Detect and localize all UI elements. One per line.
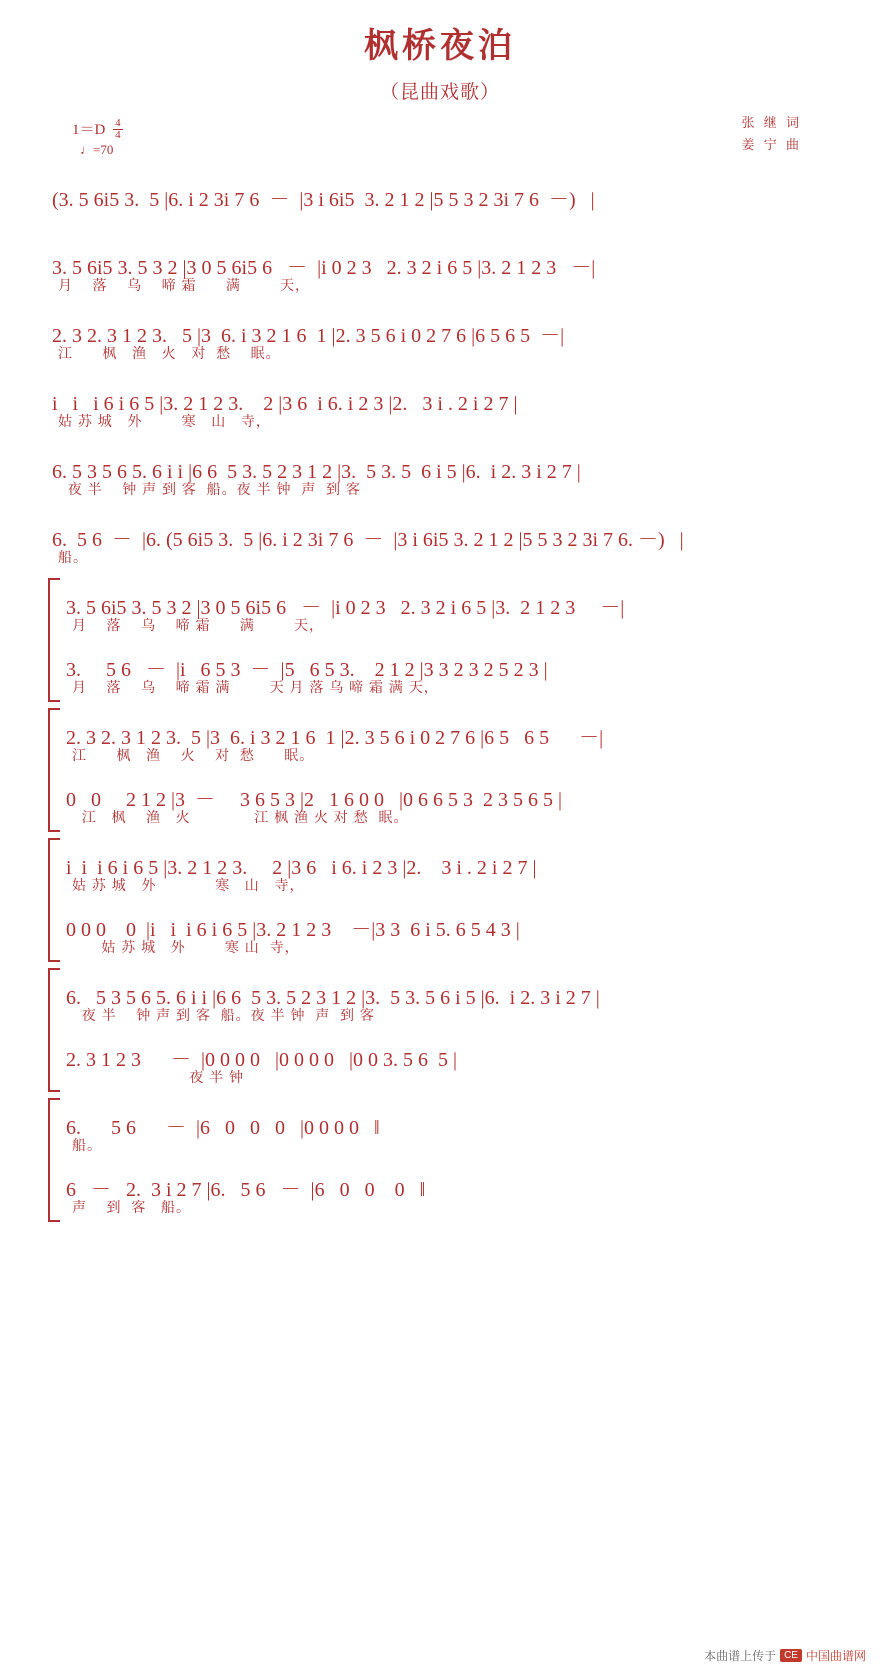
notation-line: i i i 6 i 6 5 |3. 2 1 2 3. 2 |3 6 i 6. i 2 3 |2. 3 i . 2 i 2 7 | (66, 857, 537, 879)
key-signature-text: 1＝D (72, 122, 106, 138)
notation-line: (3. 5 6i5 3. 5 |6. i 2 3i 7 6 － |3 i 6i5 3. 2 1 2 |5 5 3 2 3i 7 6 －) | (52, 189, 595, 211)
time-signature (113, 118, 123, 142)
composer-credit: 姜 宁 曲 (741, 137, 802, 153)
staff-row (52, 238, 828, 278)
staff-row (66, 708, 828, 748)
lyrics-line: 姑 苏 城 外 寒 山 寺， (58, 413, 271, 429)
footer-watermark (704, 1647, 866, 1664)
notation-line: 3. 5 6 － |i 6 5 3 － |5 6 5 3. 2 1 2 |3 3 2 3 2 5 2 3 | (66, 659, 548, 681)
music-system (52, 510, 828, 572)
notation-line: 0 0 2 1 2 |3 － 3 6 5 3 |2 1 6 0 0 |0 6 6 5 3 2 3 5 6 5 | (66, 789, 563, 811)
staff-row (52, 374, 828, 414)
staff-row (52, 510, 828, 550)
lyrics-line: 江 枫 渔 火 对 愁 眠。 (72, 747, 315, 763)
credits (741, 112, 802, 156)
lyrics-line: 声 到 客 船。 (72, 1199, 192, 1215)
key-signature (72, 118, 123, 143)
staff-row (66, 968, 828, 1008)
notation-line: 2. 3 2. 3 1 2 3. 5 |3 6. i 3 2 1 6 1 |2. 3 5 6 i 0 2 7 6 |6 5 6 5 －| (66, 727, 604, 749)
lyrics-line: 船。 (58, 549, 88, 565)
lyrics-line: 月 落 乌 啼 霜 满 天， (58, 277, 311, 293)
notation-line: 3. 5 6i5 3. 5 3 2 |3 0 5 6i5 6 － |i 0 2 3 2. 3 2 i 6 5 |3. 2 1 2 3 －| (52, 257, 596, 279)
staff-row (66, 578, 828, 618)
system-brace (48, 578, 60, 702)
lyrics-line: 夜 半 钟 声 到 客 船。夜 半 钟 声 到 客 (72, 1007, 375, 1023)
music-system-grouped (52, 838, 828, 962)
page-subtitle: （昆曲戏歌） (379, 82, 500, 103)
tempo-marking: ♩=70 (80, 142, 114, 157)
notation-line: 6 － 2. 3 i 2 7 |6. 5 6 － |6 0 0 0 ‖ (66, 1179, 426, 1201)
footer-text: 本曲谱上传于 (704, 1649, 777, 1663)
lyrics-line: 夜 半 钟 声 到 客 船。夜 半 钟 声 到 客 (58, 481, 361, 497)
music-system-grouped (52, 968, 828, 1092)
staff-row (66, 838, 828, 878)
lyrics-line: 月 落 乌 啼 霜 满 天， (72, 617, 325, 633)
staff-row (52, 170, 828, 210)
page-title: 枫桥夜泊 (364, 28, 516, 65)
notation-line: 2. 3 1 2 3 － |0 0 0 0 |0 0 0 0 |0 0 3. 5 6 5 | (66, 1049, 458, 1071)
time-signature-denominator: 4 (115, 129, 121, 142)
staff-row (52, 306, 828, 346)
notation-line: i i i 6 i 6 5 |3. 2 1 2 3. 2 |3 6 i 6. i 2 3 |2. 3 i . 2 i 2 7 | (52, 393, 518, 415)
lyrics-line: 姑 苏 城 外 寒 山 寺， (72, 877, 305, 893)
system-brace (48, 1098, 60, 1222)
music-system-grouped (52, 1098, 828, 1222)
lyrics-line: 月 落 乌 啼 霜 满 天 月 落 乌 啼 霜 满 天， (72, 679, 439, 695)
notation-line: 2. 3 2. 3 1 2 3. 5 |3 6. i 3 2 1 6 1 |2. 3 5 6 i 0 2 7 6 |6 5 6 5 －| (52, 325, 565, 347)
lyrics-line: 夜 半 钟 (72, 1069, 245, 1085)
staff-row (52, 442, 828, 482)
notation-line: 6. 5 3 5 6 5. 6 i i |6 6 5 3. 5 2 3 1 2 |3. 5 3. 5 6 i 5 |6. i 2. 3 i 2 7 | (66, 987, 600, 1009)
staff-row (66, 1160, 828, 1200)
music-system-grouped (52, 708, 828, 832)
lyrics-line: 姑 苏 城 外 寒 山 寺， (72, 939, 300, 955)
system-brace (48, 968, 60, 1092)
score-metadata (0, 112, 880, 170)
time-signature-numerator: 4 (115, 116, 121, 129)
notation-line: 6. 5 6 － |6 0 0 0 |0 0 0 0 ‖ (66, 1117, 380, 1139)
music-system (52, 306, 828, 368)
system-brace (48, 838, 60, 962)
notation-line: 6. 5 3 5 6 5. 6 i i |6 6 5 3. 5 2 3 1 2 |3. 5 3. 5 6 i 5 |6. i 2. 3 i 2 7 | (52, 461, 581, 483)
notation-line: 0 0 0 0 |i i i 6 i 6 5 |3. 2 1 2 3 －|3 3 6 i 5. 6 5 4 3 | (66, 919, 520, 941)
lyrics-line: 江 枫 渔 火 对 愁 眠。 (58, 345, 281, 361)
music-system (52, 238, 828, 300)
lyrics-line: 江 枫 渔 火 江 枫 渔 火 对 愁 眠。 (72, 809, 409, 825)
staff-row (66, 900, 828, 940)
staff-row (66, 1098, 828, 1138)
music-system-grouped (52, 578, 828, 702)
lyrics-line: 船。 (72, 1137, 102, 1153)
lyrics-line (52, 210, 828, 232)
site-name: 中国曲谱网 (805, 1649, 866, 1663)
music-body (0, 170, 880, 1222)
site-logo-badge: CE (780, 1649, 802, 1662)
music-system (52, 442, 828, 504)
music-system (52, 374, 828, 436)
music-system (52, 170, 828, 232)
lyricist-credit: 张 继 词 (741, 115, 802, 130)
staff-row (66, 640, 828, 680)
staff-row (66, 770, 828, 810)
staff-row (66, 1030, 828, 1070)
notation-line: 3. 5 6i5 3. 5 3 2 |3 0 5 6i5 6 － |i 0 2 3 2. 3 2 i 6 5 |3. 2 1 2 3 －| (66, 597, 625, 619)
notation-line: 6. 5 6 － |6. (5 6i5 3. 5 |6. i 2 3i 7 6 － |3 i 6i5 3. 2 1 2 |5 5 3 2 3i 7 6. －) | (52, 529, 684, 551)
system-brace (48, 708, 60, 832)
